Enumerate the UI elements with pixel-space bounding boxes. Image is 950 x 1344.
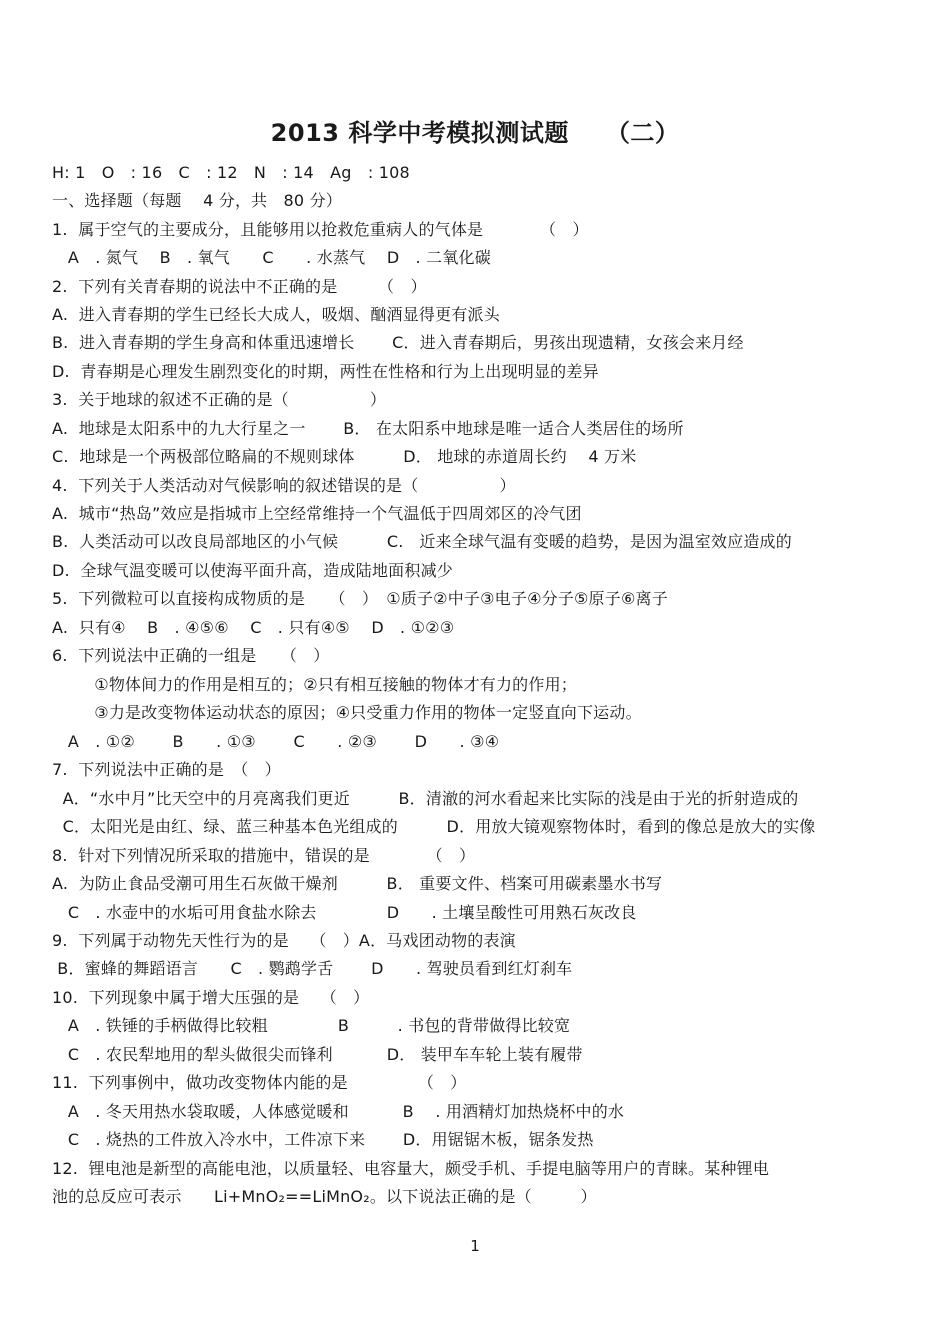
question-9-options: B．蜜蜂的舞蹈语言 C . 鹦鹉学舌 D . 驾驶员看到红灯刹车 [52, 959, 573, 978]
question-6-statement-2: ③力是改变物体运动状态的原因；④只受重力作用的物体一定竖直向下运动。 [52, 703, 642, 722]
question-11-option-cd: C . 烧热的工件放入冷水中，工件凉下来 D．用锯锯木板，锯条发热 [52, 1130, 594, 1149]
question-5-options: A. 只有④ B . ④⑤⑥ C . 只有④⑤ D . ①②③ [52, 618, 455, 637]
question-6-statement-1: ①物体间力的作用是相互的；②只有相互接触的物体才有力的作用； [52, 675, 577, 694]
question-7-option-ab: A．“水中月”比天空中的月亮离我们更近 B．清澈的河水看起来比实际的浅是由于光的折射造成的 [52, 789, 799, 808]
question-1-options: A . 氮气 B . 氧气 C . 水蒸气 D . 二氧化碳 [52, 248, 491, 267]
question-7: 7. 下列说法中正确的是 （ ） [52, 760, 281, 779]
question-8-option-ab: A. 为防止食品受潮可用生石灰做干燥剂 B． 重要文件、档案可用碳素墨水书写 [52, 874, 663, 893]
question-4-option-a: A. 城市“热岛”效应是指城市上空经常维持一个气温低于四周郊区的冷气团 [52, 504, 582, 523]
question-12: 12. 锂电池是新型的高能电池，以质量轻、电容量大，颇受手机、手提电脑等用户的青睐。某种锂电 [52, 1159, 770, 1178]
question-11: 11. 下列事例中，做功改变物体内能的是 （ ） [52, 1073, 467, 1092]
atomic-masses-line: H: 1 O : 16 C : 12 N : 14 Ag : 108 [52, 163, 410, 182]
question-10-option-cd: C . 农民犁地用的犁头做很尖而锋利 D． 装甲车车轮上装有履带 [52, 1045, 583, 1064]
question-1: 1. 属于空气的主要成分，且能够用以抢救危重病人的气体是 （ ） [52, 220, 589, 239]
question-3-option-cd: C. 地球是一个两极部位略扁的不规则球体 D． 地球的赤道周长约 4 万米 [52, 447, 637, 466]
question-10-option-ab: A . 铁锤的手柄做得比较粗 B . 书包的背带做得比较宽 [52, 1016, 571, 1035]
question-3: 3. 关于地球的叙述不正确的是（ ） [52, 390, 387, 409]
question-2-option-a: A. 进入青春期的学生已经长大成人，吸烟、酗酒显得更有派头 [52, 305, 500, 324]
exam-title: 2013 科学中考模拟测试题 （二） [270, 119, 680, 147]
question-10: 10. 下列现象中属于增大压强的是 （ ） [52, 988, 370, 1007]
question-4-option-bc: B. 人类活动可以改良局部地区的小气候 C. 近来全球气温有变暖的趋势，是因为温室效应造成的 [52, 532, 792, 551]
question-5: 5. 下列微粒可以直接构成物质的是 （ ） ①质子②中子③电子④分子⑤原子⑥离子 [52, 589, 668, 608]
question-4-option-d: D. 全球气温变暖可以使海平面升高，造成陆地面积减少 [52, 561, 453, 580]
page-number: 1 [470, 1237, 480, 1255]
question-12-continued: 池的总反应可表示 Li+MnO₂==LiMnO₂。以下说法正确的是（ ） [52, 1187, 597, 1206]
question-8-option-cd: C . 水壶中的水垢可用食盐水除去 D . 土壤呈酸性可用熟石灰改良 [52, 903, 637, 922]
question-11-option-ab: A . 冬天用热水袋取暖，人体感觉暖和 B . 用酒精灯加热烧杯中的水 [52, 1102, 625, 1121]
question-7-option-cd: C．太阳光是由红、绿、蓝三种基本色光组成的 D．用放大镜观察物体时，看到的像总是放大的实像 [52, 817, 816, 836]
question-8: 8. 针对下列情况所采取的措施中，错误的是 （ ） [52, 846, 476, 865]
question-4: 4. 下列关于人类活动对气候影响的叙述错误的是（ ） [52, 476, 516, 495]
question-9: 9. 下列属于动物先天性行为的是 （ ）A．马戏团动物的表演 [52, 931, 516, 950]
question-2-option-d: D. 青春期是心理发生剧烈变化的时期，两性在性格和行为上出现明显的差异 [52, 362, 599, 381]
question-6: 6. 下列说法中正确的一组是 （ ） [52, 646, 330, 665]
question-2-option-bc: B. 进入青春期的学生身高和体重迅速增长 C．进入青春期后，男孩出现遗精，女孩会来月经 [52, 333, 744, 352]
question-2: 2. 下列有关青春期的说法中不正确的是 （ ） [52, 277, 427, 296]
section-heading: 一、选择题（每题 4 分，共 80 分） [52, 191, 342, 210]
question-6-options: A . ①② B . ①③ C . ②③ D . ③④ [52, 732, 500, 751]
question-3-option-ab: A. 地球是太阳系中的九大行星之一 B． 在太阳系中地球是唯一适合人类居住的场所 [52, 419, 684, 438]
